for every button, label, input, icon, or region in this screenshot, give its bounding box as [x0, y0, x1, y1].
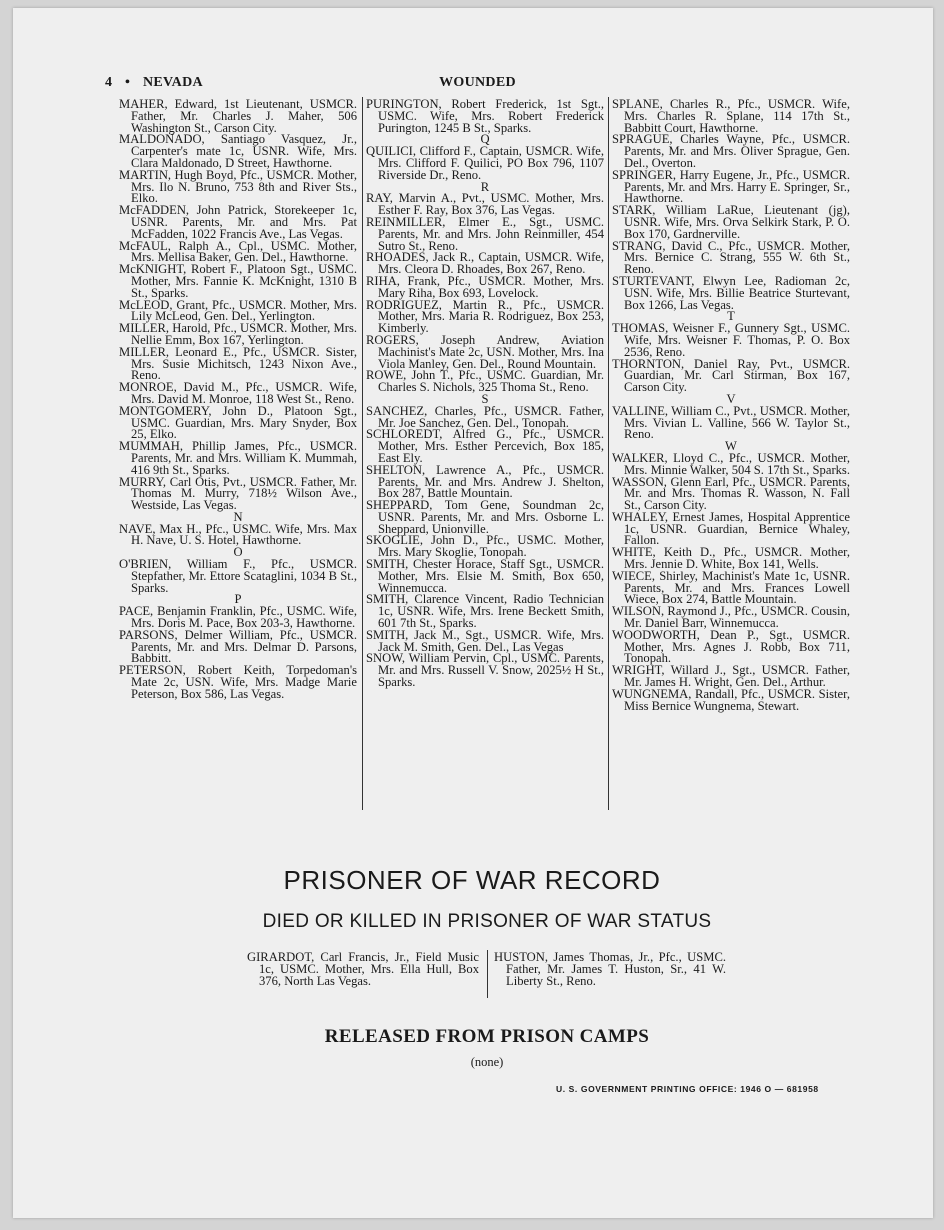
list-item: SNOW, William Pervin, Cpl., USMC. Parents, Mr. and Mrs. Russell V. Snow, 2025½ H St., Sparks.	[366, 651, 604, 690]
alpha-divider: W	[725, 439, 737, 454]
list-item: McFADDEN, John Patrick, Storekeeper 1c, USNR. Parents, Mr. and Mrs. Pat McFadden, 1022 Francis Ave., Las Vegas.	[119, 203, 357, 241]
list-item: ROGERS, Joseph Andrew, Aviation Machinist's Mate 2c, USN. Mother, Mrs. Ina Viola Manley, Gen. Del., Round Mountain.	[366, 332, 604, 371]
list-item: O'BRIEN, William F., Pfc., USMCR. Stepfather, Mr. Ettore Scataglini, 1034 B St., Sparks.	[119, 557, 357, 595]
list-item: McKNIGHT, Robert F., Platoon Sgt., USMC. Mother, Mrs. Fannie K. McKnight, 1310 B St., Sparks.	[119, 262, 357, 300]
list-item: WRIGHT, Willard J., Sgt., USMCR. Father, Mr. James H. Wright, Gen. Del., Arthur.	[612, 663, 850, 690]
section-title: WOUNDED	[439, 75, 516, 90]
column-rule	[362, 97, 363, 810]
list-item: MILLER, Leonard E., Pfc., USMCR. Sister, Mrs. Susie Michitsch, 1243 Nixon Ave., Reno.	[119, 344, 357, 383]
list-item: McFAUL, Ralph A., Cpl., USMC. Mother, Mrs. Mellisa Baker, Gen. Del., Hawthorne.	[119, 238, 357, 265]
list-item: SHELTON, Lawrence A., Pfc., USMCR. Parents, Mr. and Mrs. Andrew J. Shelton, Box 287, Battle Mountain.	[366, 462, 604, 501]
list-item: WUNGNEMA, Randall, Pfc., USMCR. Sister, Miss Bernice Wungnema, Stewart.	[612, 686, 850, 713]
list-item: MURRY, Carl Otis, Pvt., USMCR. Father, Mr. Thomas M. Murry, 718½ Wilson Ave., Westside, Las Vegas.	[119, 474, 357, 513]
state-name: NEVADA	[143, 75, 203, 90]
printer-imprint: U. S. GOVERNMENT PRINTING OFFICE: 1946 O — 681958	[556, 1084, 819, 1094]
alpha-divider: R	[480, 179, 490, 194]
pow-entry: HUSTON, James Thomas, Jr., Pfc., USMC. Father, Mr. James T. Huston, Sr., 41 W. Liberty St., Reno.	[494, 950, 726, 988]
list-item: MAHER, Edward, 1st Lieutenant, USMCR. Father, Mr. Charles J. Maher, 506 Washington St., Carson City.	[119, 97, 357, 135]
list-item: THOMAS, Weisner F., Gunnery Sgt., USMC. Wife, Mrs. Weisner F. Thomas, P. O. Box 2536, Reno.	[612, 321, 850, 359]
header-bullet: •	[125, 75, 131, 90]
list-item: RHOADES, Jack R., Captain, USMCR. Wife, Mrs. Cleora D. Rhoades, Box 267, Reno.	[366, 250, 604, 277]
list-item: PARSONS, Delmer William, Pfc., USMCR. Parents, Mr. and Mrs. Delmar D. Parsons, Babbitt.	[119, 627, 357, 666]
alpha-divider: O	[233, 545, 243, 560]
list-item: WALKER, Lloyd C., Pfc., USMCR. Mother, Mrs. Minnie Walker, 504 S. 17th St., Sparks.	[612, 450, 850, 477]
list-item: MUMMAH, Phillip James, Pfc., USMCR. Parents, Mr. and Mrs. William K. Mummah, 416 9th St., Sparks.	[119, 439, 357, 477]
alpha-divider: T	[727, 309, 735, 324]
list-item: STARK, William LaRue, Lieutenant (jg), USNR. Wife, Mrs. Orva Selkirk Stark, P. O. Box 170, Gardnerville.	[612, 203, 850, 241]
list-item: MILLER, Harold, Pfc., USMCR. Mother, Mrs. Nellie Emm, Box 167, Yerlington.	[119, 321, 357, 347]
list-item: SMITH, Jack M., Sgt., USMCR. Wife, Mrs. Jack M. Smith, Gen. Del., Las Vegas	[366, 627, 604, 654]
alpha-divider: P	[234, 592, 242, 607]
list-item: WHITE, Keith D., Pfc., USMCR. Mother, Mrs. Jennie D. White, Box 141, Wells.	[612, 545, 850, 572]
list-item: NAVE, Max H., Pfc., USMC. Wife, Mrs. Max H. Nave, U. S. Hotel, Hawthorne.	[119, 521, 357, 548]
alpha-divider: S	[481, 391, 489, 406]
list-item: SPRAGUE, Charles Wayne, Pfc., USMCR. Parents, Mr. and Mrs. Oliver Sprague, Gen. Del., Overton.	[612, 132, 850, 170]
list-item: SMITH, Chester Horace, Staff Sgt., USMCR. Mother, Mrs. Elsie M. Smith, Box 650, Winnemucca.	[366, 557, 604, 595]
list-item: SKOGLIE, John D., Pfc., USMC. Mother, Mrs. Mary Skoglie, Tonopah.	[366, 533, 604, 560]
list-item: SMITH, Clarence Vincent, Radio Technician 1c, USNR. Wife, Mrs. Irene Beckett Smith, 601 7th St., Sparks.	[366, 592, 604, 631]
column-rule	[608, 97, 609, 810]
list-item: QUILICI, Clifford F., Captain, USMCR. Wife, Mrs. Clifford F. Quilici, PO Box 796, 1107 Riverside Dr., Reno.	[366, 144, 604, 182]
list-item: MONTGOMERY, John D., Platoon Sgt., USMC. Guardian, Mrs. Mary Snyder, Box 25, Elko.	[119, 403, 357, 442]
list-item: RAY, Marvin A., Pvt., USMC. Mother, Mrs. Esther F. Ray, Box 376, Las Vegas.	[366, 191, 604, 218]
list-item: ROWE, John T., Pfc., USMC. Guardian, Mr. Charles S. Nichols, 325 Thoma St., Reno.	[366, 368, 604, 395]
list-item: PACE, Benjamin Franklin, Pfc., USMC. Wife, Mrs. Doris M. Pace, Box 203-3, Hawthorne.	[119, 604, 357, 631]
list-item: SCHLOREDT, Alfred G., Pfc., USMCR. Mother, Mrs. Esther Percevich, Box 185, East Ely.	[366, 427, 604, 465]
list-item: THORNTON, Daniel Ray, Pvt., USMCR. Guardian, Mr. Carl Stirman, Box 167, Carson City.	[612, 356, 850, 395]
page-header	[105, 75, 850, 95]
list-item: STRANG, David C., Pfc., USMCR. Mother, Mrs. Bernice C. Strang, 555 W. 6th St., Reno.	[612, 238, 850, 277]
list-item: WILSON, Raymond J., Pfc., USMCR. Cousin, Mr. Daniel Barr, Winnemucca.	[612, 604, 850, 631]
list-item: SANCHEZ, Charles, Pfc., USMCR. Father, Mr. Joe Sanchez, Gen. Del., Tonopah.	[366, 403, 604, 430]
alpha-divider: N	[233, 509, 243, 524]
list-item: PURINGTON, Robert Frederick, 1st Sgt., USMC. Wife, Mrs. Robert Frederick Purington, 1245 B St., Sparks.	[366, 97, 604, 135]
alpha-divider: V	[726, 391, 736, 406]
list-item: WOODWORTH, Dean P., Sgt., USMCR. Mother, Mrs. Agnes J. Robb, Box 711, Tonopah.	[612, 627, 850, 666]
list-item: WASSON, Glenn Earl, Pfc., USMCR. Parents, Mr. and Mrs. Thomas R. Wasson, N. Fall St., Carson City.	[612, 474, 850, 513]
list-item: WHALEY, Ernest James, Hospital Apprentice 1c, USNR. Guardian, Bernice Whaley, Fallon.	[612, 509, 850, 548]
list-item: WIECE, Shirley, Machinist's Mate 1c, USNR. Parents, Mr. and Mrs. Frances Lowell Wiece, Box 274, Battle Mountain.	[612, 568, 850, 607]
list-item: PETERSON, Robert Keith, Torpedoman's Mate 2c, USN. Wife, Mrs. Madge Marie Peterson, Box 586, Las Vegas.	[119, 663, 357, 701]
list-item: RODRIGUEZ, Martin R., Pfc., USMCR. Mother, Mrs. Maria R. Rodriguez, Box 253, Kimberly.	[366, 297, 604, 336]
list-item: McLEOD, Grant, Pfc., USMCR. Mother, Mrs. Lily McLeod, Gen. Del., Yerlington.	[119, 297, 357, 324]
list-item: REINMILLER, Elmer E., Sgt., USMC. Parents, Mr. and Mrs. John Reinmiller, 454 Sutro St., Reno.	[366, 214, 604, 253]
list-item: MALDONADO, Santiago Vasquez, Jr., Carpenter's mate 1c, USNR. Wife, Mrs. Clara Maldonado, D Street, Hawthorne.	[119, 132, 357, 170]
list-item: RIHA, Frank, Pfc., USMCR. Mother, Mrs. Mary Riha, Box 693, Lovelock.	[366, 273, 604, 300]
page-number: 4	[105, 75, 113, 90]
list-column-2	[366, 99, 604, 689]
pow-died-subtitle: DIED OR KILLED IN PRISONER OF WAR STATUS	[262, 911, 712, 932]
alpha-divider: Q	[480, 132, 490, 147]
pow-entry: GIRARDOT, Carl Francis, Jr., Field Music 1c, USMC. Mother, Mrs. Ella Hull, Box 376, North Las Vegas.	[247, 950, 479, 988]
released-title: RELEASED FROM PRISON CAMPS	[324, 1026, 650, 1047]
list-item: STURTEVANT, Elwyn Lee, Radioman 2c, USN. Wife, Mrs. Billie Beatrice Sturtevant, Box 1266, Las Vegas.	[612, 273, 850, 312]
list-item: MONROE, David M., Pfc., USMCR. Wife, Mrs. David M. Monroe, 118 West St., Reno.	[119, 380, 357, 406]
released-note: (none)	[470, 1055, 504, 1069]
list-item: SHEPPARD, Tom Gene, Soundman 2c, USNR. Parents, Mr. and Mrs. Osborne L. Sheppard, Unionville.	[366, 498, 604, 536]
pow-record-title: PRISONER OF WAR RECORD	[283, 865, 661, 895]
list-item: MARTIN, Hugh Boyd, Pfc., USMCR. Mother, Mrs. Ilo N. Bruno, 753 8th and River Sts., Elko.	[119, 167, 357, 206]
list-column-3	[612, 99, 850, 712]
list-item: SPRINGER, Harry Eugene, Jr., Pfc., USMCR. Parents, Mr. and Mrs. Harry E. Springer, Sr., Hawthorne.	[612, 167, 850, 206]
column-rule	[487, 950, 488, 998]
list-item: SPLANE, Charles R., Pfc., USMCR. Wife, Mrs. Charles R. Splane, 114 17th St., Babbitt Court, Hawthorne.	[612, 97, 850, 135]
list-item: VALLINE, William C., Pvt., USMCR. Mother, Mrs. Vivian L. Valline, 566 W. Taylor St., Reno.	[612, 403, 850, 442]
list-column-1	[119, 99, 357, 701]
